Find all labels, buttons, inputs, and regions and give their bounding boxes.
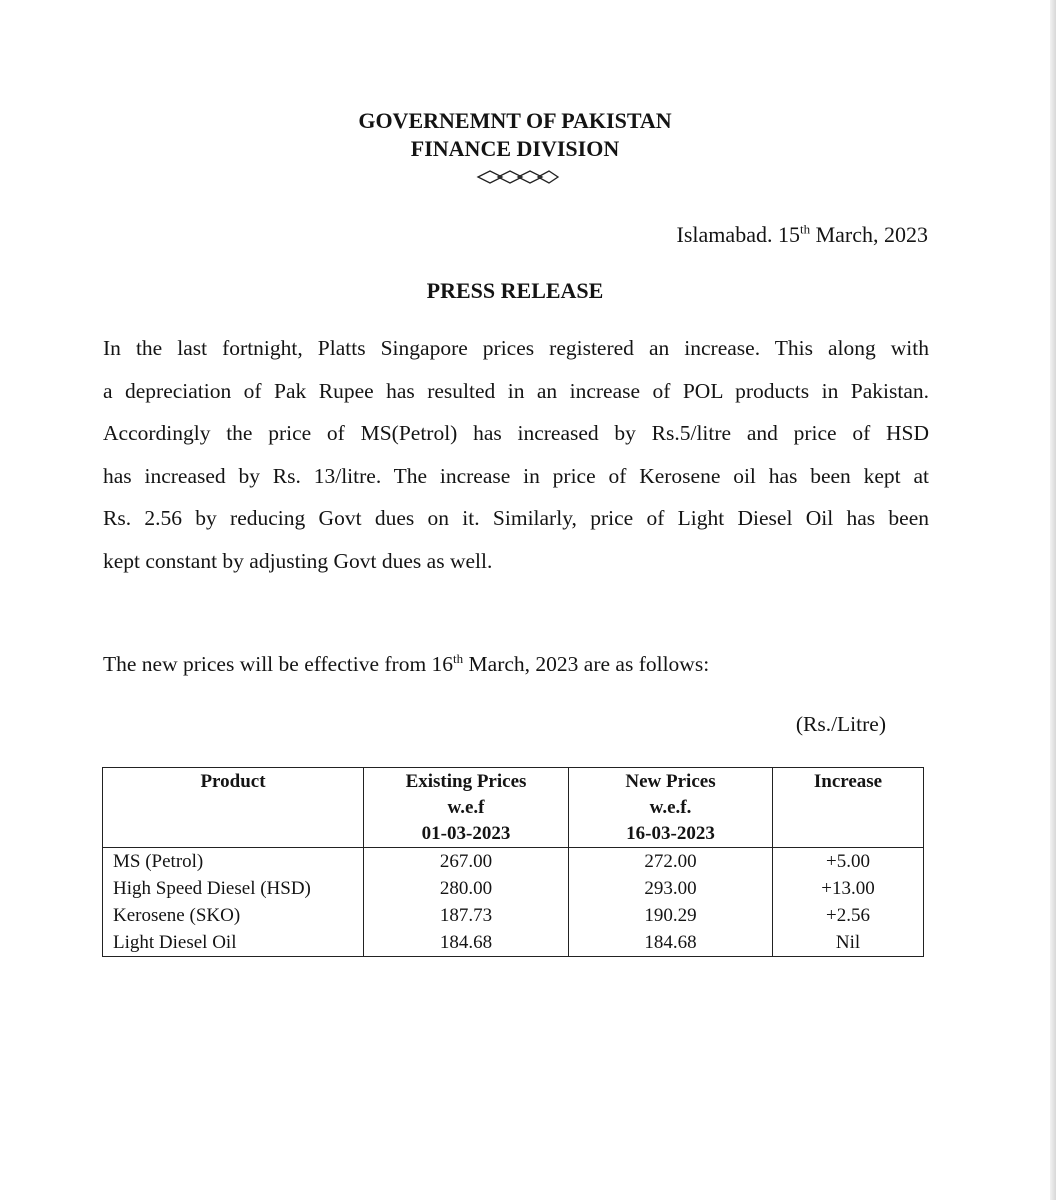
table-row — [103, 929, 924, 957]
table-row — [103, 875, 924, 902]
header-increase — [773, 768, 924, 848]
body-paragraph — [103, 327, 929, 582]
effective-date-statement — [103, 650, 709, 678]
cell-increase: +13.00 — [773, 875, 924, 902]
cell-increase: Nil — [773, 929, 924, 957]
body-line: kept constant by adjusting Govt dues as well. — [103, 548, 493, 573]
cell-product: High Speed Diesel (HSD) — [103, 875, 364, 902]
header-product-line: Product — [200, 771, 266, 792]
effective-after: March, 2023 are as follows: — [463, 652, 710, 676]
cell-product: MS (Petrol) — [103, 848, 364, 876]
cell-existing-price: 267.00 — [364, 848, 569, 876]
cell-increase: +2.56 — [773, 902, 924, 929]
header-existing-line: w.e.f — [447, 797, 485, 818]
cell-product: Kerosene (SKO) — [103, 902, 364, 929]
header-existing-line: 01-03-2023 — [421, 823, 511, 844]
header-increase-line: Increase — [813, 771, 883, 792]
cell-increase: +5.00 — [773, 848, 924, 876]
dateline — [600, 221, 928, 249]
dateline-rest: March, 2023 — [810, 222, 928, 247]
dateline-place: Islamabad. 15 — [676, 222, 800, 247]
cell-existing-price: 280.00 — [364, 875, 569, 902]
cell-new-price: 190.29 — [569, 902, 773, 929]
effective-before: The new prices will be effective from 16 — [103, 652, 454, 676]
table-row — [103, 902, 924, 929]
body-line: Accordingly the price of MS(Petrol) has increased by Rs.5/litre and price of HSD — [103, 421, 929, 445]
price-table — [102, 767, 924, 957]
body-line: a depreciation of Pak Rupee has resulted in an increase of POL products in Pakistan. — [103, 378, 929, 403]
table-header-row — [103, 768, 924, 848]
table-row — [103, 848, 924, 876]
diamond-chain-ornament-icon — [476, 168, 560, 186]
cell-product: Light Diesel Oil — [103, 929, 364, 957]
cell-existing-price: 184.68 — [364, 929, 569, 957]
cell-new-price: 293.00 — [569, 875, 773, 902]
cell-existing-price: 187.73 — [364, 902, 569, 929]
header-government: GOVERNEMNT OF PAKISTAN — [358, 108, 672, 133]
body-line: Rs. 2.56 by reducing Govt dues on it. Similarly, price of Light Diesel Oil has been — [103, 506, 929, 530]
unit-label: (Rs./Litre) — [795, 712, 886, 736]
header-division: FINANCE DIVISION — [410, 136, 620, 161]
header-existing-prices — [364, 768, 569, 848]
header-product — [103, 768, 364, 848]
page-title: PRESS RELEASE — [426, 278, 604, 303]
dateline-day-suffix: th — [799, 221, 811, 237]
header-new-line: New Prices — [625, 771, 716, 792]
header-new-line: w.e.f. — [649, 797, 692, 818]
cell-new-price: 184.68 — [569, 929, 773, 957]
header-existing-line: Existing Prices — [405, 771, 527, 792]
body-line: has increased by Rs. 13/litre. The increase in price of Kerosene oil has been kept at — [103, 463, 929, 488]
page-edge — [1050, 0, 1056, 1200]
cell-new-price: 272.00 — [569, 848, 773, 876]
body-line: In the last fortnight, Platts Singapore prices registered an increase. This along with — [103, 336, 929, 360]
header-new-prices — [569, 768, 773, 848]
effective-suffix: th — [453, 650, 464, 666]
header-new-line: 16-03-2023 — [626, 823, 715, 844]
